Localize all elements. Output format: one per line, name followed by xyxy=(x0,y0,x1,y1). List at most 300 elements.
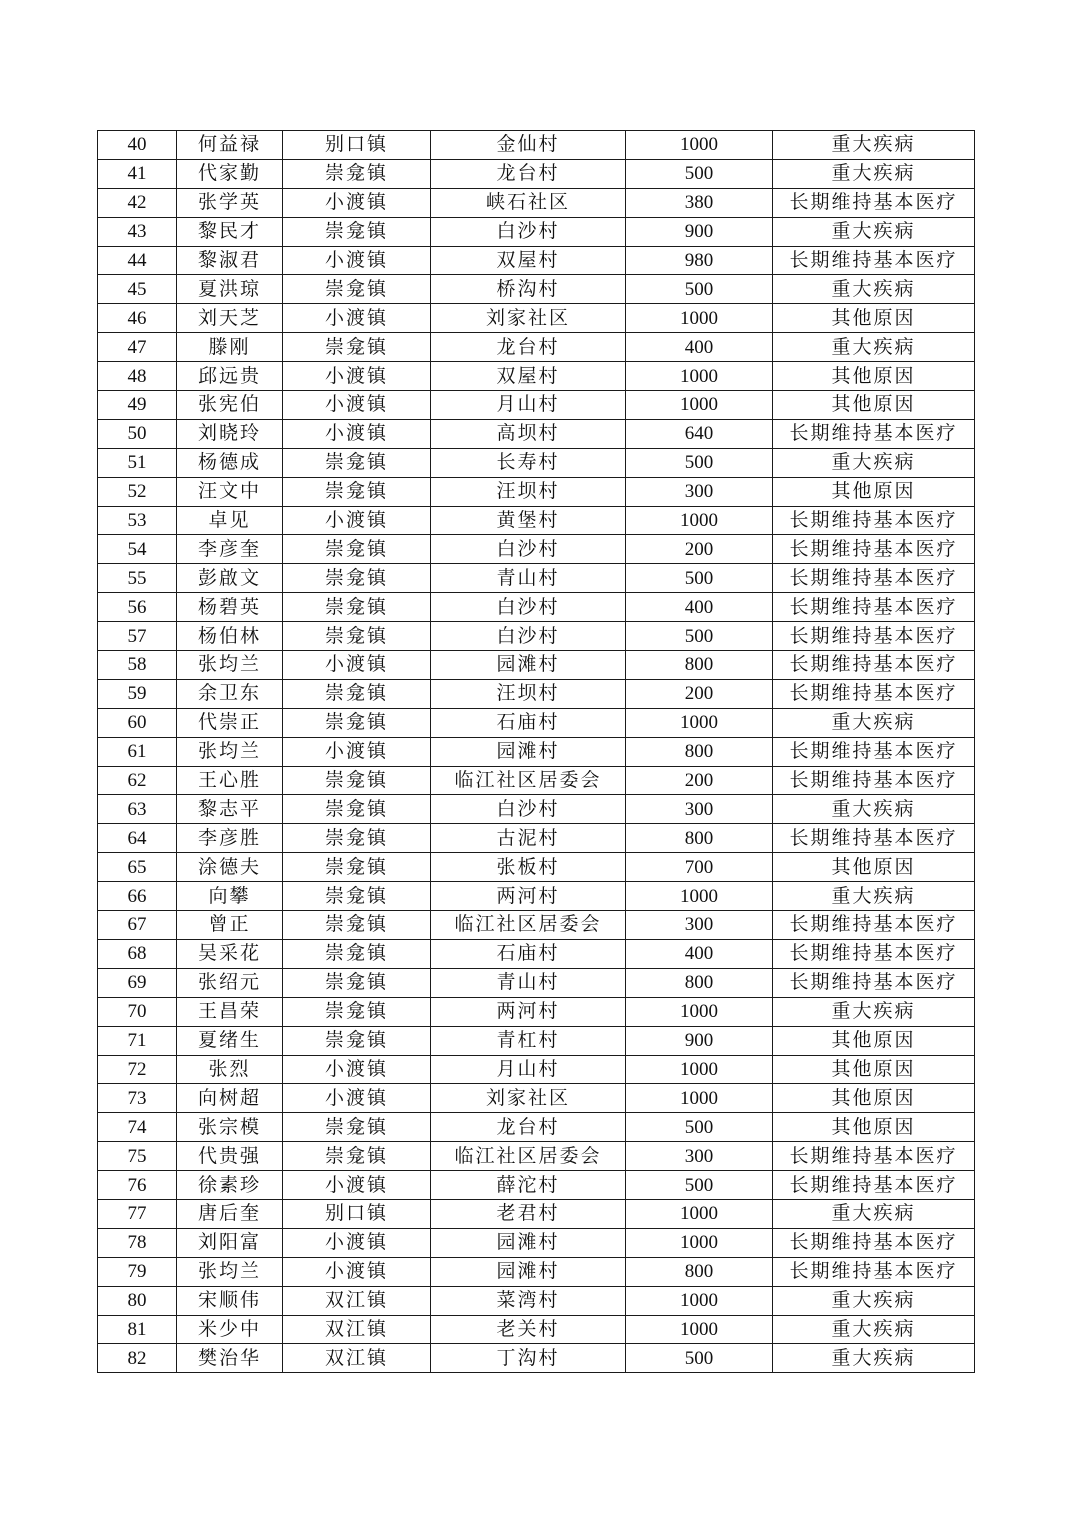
cell-person-name: 张宗模 xyxy=(177,1113,283,1142)
cell-reason: 其他原因 xyxy=(773,853,975,882)
cell-village: 园滩村 xyxy=(431,1257,626,1286)
cell-reason: 长期维持基本医疗 xyxy=(773,939,975,968)
cell-reason: 重大疾病 xyxy=(773,997,975,1026)
cell-reason: 长期维持基本医疗 xyxy=(773,824,975,853)
cell-row-number: 72 xyxy=(98,1055,177,1084)
cell-amount: 300 xyxy=(626,795,773,824)
cell-reason: 长期维持基本医疗 xyxy=(773,1257,975,1286)
cell-row-number: 54 xyxy=(98,535,177,564)
cell-reason: 其他原因 xyxy=(773,1113,975,1142)
cell-person-name: 何益禄 xyxy=(177,131,283,160)
cell-row-number: 81 xyxy=(98,1315,177,1344)
cell-reason: 长期维持基本医疗 xyxy=(773,679,975,708)
cell-village: 两河村 xyxy=(431,882,626,911)
cell-row-number: 58 xyxy=(98,651,177,680)
table-row xyxy=(98,1199,975,1228)
cell-person-name: 汪文中 xyxy=(177,477,283,506)
table-row xyxy=(98,1171,975,1200)
cell-township: 小渡镇 xyxy=(283,1084,431,1113)
cell-village: 临江社区居委会 xyxy=(431,911,626,940)
cell-village: 龙台村 xyxy=(431,159,626,188)
cell-village: 黄堡村 xyxy=(431,506,626,535)
cell-person-name: 李彦奎 xyxy=(177,535,283,564)
cell-township: 崇龛镇 xyxy=(283,853,431,882)
cell-village: 临江社区居委会 xyxy=(431,1142,626,1171)
cell-reason: 长期维持基本医疗 xyxy=(773,1228,975,1257)
cell-person-name: 杨碧英 xyxy=(177,593,283,622)
cell-township: 崇龛镇 xyxy=(283,824,431,853)
cell-amount: 900 xyxy=(626,1026,773,1055)
table-row xyxy=(98,651,975,680)
cell-township: 崇龛镇 xyxy=(283,1026,431,1055)
cell-person-name: 曾正 xyxy=(177,911,283,940)
cell-township: 崇龛镇 xyxy=(283,708,431,737)
cell-person-name: 夏洪琼 xyxy=(177,275,283,304)
table-row xyxy=(98,939,975,968)
cell-amount: 1000 xyxy=(626,1199,773,1228)
cell-person-name: 张学英 xyxy=(177,188,283,217)
cell-village: 白沙村 xyxy=(431,622,626,651)
table-row xyxy=(98,1344,975,1373)
cell-reason: 重大疾病 xyxy=(773,448,975,477)
cell-reason: 其他原因 xyxy=(773,362,975,391)
cell-row-number: 82 xyxy=(98,1344,177,1373)
cell-row-number: 45 xyxy=(98,275,177,304)
cell-village: 双屋村 xyxy=(431,246,626,275)
cell-row-number: 80 xyxy=(98,1286,177,1315)
cell-village: 青山村 xyxy=(431,968,626,997)
cell-reason: 长期维持基本医疗 xyxy=(773,419,975,448)
cell-reason: 重大疾病 xyxy=(773,1344,975,1373)
cell-village: 刘家社区 xyxy=(431,304,626,333)
cell-row-number: 67 xyxy=(98,911,177,940)
table-row xyxy=(98,333,975,362)
cell-township: 小渡镇 xyxy=(283,362,431,391)
cell-row-number: 47 xyxy=(98,333,177,362)
cell-township: 崇龛镇 xyxy=(283,679,431,708)
cell-reason: 长期维持基本医疗 xyxy=(773,968,975,997)
cell-village: 双屋村 xyxy=(431,362,626,391)
cell-village: 龙台村 xyxy=(431,333,626,362)
cell-reason: 重大疾病 xyxy=(773,1315,975,1344)
cell-row-number: 79 xyxy=(98,1257,177,1286)
cell-township: 崇龛镇 xyxy=(283,911,431,940)
cell-reason: 长期维持基本医疗 xyxy=(773,651,975,680)
cell-township: 小渡镇 xyxy=(283,1055,431,1084)
cell-amount: 400 xyxy=(626,333,773,362)
cell-township: 别口镇 xyxy=(283,131,431,160)
cell-person-name: 张宪伯 xyxy=(177,391,283,420)
cell-person-name: 卓见 xyxy=(177,506,283,535)
cell-amount: 500 xyxy=(626,1171,773,1200)
table-row xyxy=(98,968,975,997)
cell-reason: 重大疾病 xyxy=(773,159,975,188)
cell-person-name: 王昌荣 xyxy=(177,997,283,1026)
table-row xyxy=(98,737,975,766)
table-row xyxy=(98,622,975,651)
cell-village: 青杠村 xyxy=(431,1026,626,1055)
cell-township: 崇龛镇 xyxy=(283,159,431,188)
cell-township: 崇龛镇 xyxy=(283,275,431,304)
cell-amount: 500 xyxy=(626,564,773,593)
table-row xyxy=(98,448,975,477)
table-row xyxy=(98,795,975,824)
cell-row-number: 77 xyxy=(98,1199,177,1228)
cell-person-name: 杨德成 xyxy=(177,448,283,477)
table-row xyxy=(98,882,975,911)
cell-amount: 500 xyxy=(626,1344,773,1373)
cell-reason: 长期维持基本医疗 xyxy=(773,535,975,564)
cell-person-name: 樊治华 xyxy=(177,1344,283,1373)
cell-amount: 900 xyxy=(626,217,773,246)
cell-reason: 其他原因 xyxy=(773,304,975,333)
cell-township: 小渡镇 xyxy=(283,506,431,535)
cell-reason: 其他原因 xyxy=(773,391,975,420)
cell-amount: 1000 xyxy=(626,1315,773,1344)
cell-township: 小渡镇 xyxy=(283,188,431,217)
cell-reason: 长期维持基本医疗 xyxy=(773,622,975,651)
cell-township: 小渡镇 xyxy=(283,246,431,275)
cell-township: 崇龛镇 xyxy=(283,333,431,362)
cell-row-number: 50 xyxy=(98,419,177,448)
cell-village: 石庙村 xyxy=(431,708,626,737)
cell-village: 汪坝村 xyxy=(431,679,626,708)
cell-row-number: 57 xyxy=(98,622,177,651)
cell-row-number: 73 xyxy=(98,1084,177,1113)
cell-village: 桥沟村 xyxy=(431,275,626,304)
cell-amount: 1000 xyxy=(626,997,773,1026)
cell-person-name: 刘阳富 xyxy=(177,1228,283,1257)
cell-village: 白沙村 xyxy=(431,795,626,824)
cell-amount: 800 xyxy=(626,1257,773,1286)
relief-table xyxy=(97,130,975,1373)
table-row xyxy=(98,679,975,708)
cell-township: 双江镇 xyxy=(283,1315,431,1344)
table-row xyxy=(98,159,975,188)
cell-reason: 重大疾病 xyxy=(773,333,975,362)
cell-person-name: 宋顺伟 xyxy=(177,1286,283,1315)
table-row xyxy=(98,188,975,217)
cell-village: 汪坝村 xyxy=(431,477,626,506)
cell-person-name: 滕刚 xyxy=(177,333,283,362)
cell-person-name: 张均兰 xyxy=(177,651,283,680)
cell-person-name: 彭啟文 xyxy=(177,564,283,593)
table-row xyxy=(98,1055,975,1084)
table-row xyxy=(98,362,975,391)
cell-village: 园滩村 xyxy=(431,737,626,766)
cell-township: 崇龛镇 xyxy=(283,564,431,593)
cell-reason: 重大疾病 xyxy=(773,1199,975,1228)
cell-village: 长寿村 xyxy=(431,448,626,477)
cell-row-number: 55 xyxy=(98,564,177,593)
cell-village: 白沙村 xyxy=(431,217,626,246)
cell-person-name: 黎淑君 xyxy=(177,246,283,275)
cell-person-name: 米少中 xyxy=(177,1315,283,1344)
cell-township: 崇龛镇 xyxy=(283,997,431,1026)
cell-row-number: 43 xyxy=(98,217,177,246)
cell-village: 刘家社区 xyxy=(431,1084,626,1113)
cell-reason: 重大疾病 xyxy=(773,217,975,246)
cell-township: 小渡镇 xyxy=(283,391,431,420)
table-row xyxy=(98,824,975,853)
cell-row-number: 56 xyxy=(98,593,177,622)
cell-amount: 500 xyxy=(626,159,773,188)
cell-reason: 重大疾病 xyxy=(773,882,975,911)
cell-person-name: 李彦胜 xyxy=(177,824,283,853)
cell-person-name: 张均兰 xyxy=(177,737,283,766)
cell-village: 菜湾村 xyxy=(431,1286,626,1315)
cell-amount: 200 xyxy=(626,679,773,708)
cell-village: 高坝村 xyxy=(431,419,626,448)
cell-amount: 1000 xyxy=(626,708,773,737)
cell-township: 崇龛镇 xyxy=(283,622,431,651)
cell-village: 丁沟村 xyxy=(431,1344,626,1373)
cell-row-number: 60 xyxy=(98,708,177,737)
cell-village: 月山村 xyxy=(431,391,626,420)
cell-person-name: 向攀 xyxy=(177,882,283,911)
cell-amount: 500 xyxy=(626,275,773,304)
cell-person-name: 唐后奎 xyxy=(177,1199,283,1228)
cell-township: 崇龛镇 xyxy=(283,968,431,997)
cell-row-number: 70 xyxy=(98,997,177,1026)
cell-amount: 1000 xyxy=(626,1286,773,1315)
cell-village: 老关村 xyxy=(431,1315,626,1344)
cell-village: 月山村 xyxy=(431,1055,626,1084)
cell-reason: 长期维持基本医疗 xyxy=(773,506,975,535)
cell-reason: 长期维持基本医疗 xyxy=(773,246,975,275)
cell-amount: 1000 xyxy=(626,1228,773,1257)
cell-reason: 其他原因 xyxy=(773,1055,975,1084)
cell-row-number: 51 xyxy=(98,448,177,477)
cell-amount: 700 xyxy=(626,853,773,882)
cell-amount: 800 xyxy=(626,737,773,766)
cell-reason: 长期维持基本医疗 xyxy=(773,564,975,593)
cell-township: 别口镇 xyxy=(283,1199,431,1228)
cell-village: 园滩村 xyxy=(431,651,626,680)
cell-row-number: 48 xyxy=(98,362,177,391)
cell-person-name: 黎志平 xyxy=(177,795,283,824)
cell-reason: 其他原因 xyxy=(773,1084,975,1113)
cell-row-number: 69 xyxy=(98,968,177,997)
cell-reason: 其他原因 xyxy=(773,1026,975,1055)
cell-person-name: 黎民才 xyxy=(177,217,283,246)
cell-amount: 640 xyxy=(626,419,773,448)
cell-township: 崇龛镇 xyxy=(283,939,431,968)
cell-amount: 500 xyxy=(626,622,773,651)
cell-township: 崇龛镇 xyxy=(283,593,431,622)
cell-person-name: 余卫东 xyxy=(177,679,283,708)
cell-row-number: 44 xyxy=(98,246,177,275)
cell-person-name: 吴采花 xyxy=(177,939,283,968)
cell-village: 薛沱村 xyxy=(431,1171,626,1200)
cell-amount: 1000 xyxy=(626,131,773,160)
cell-reason: 重大疾病 xyxy=(773,275,975,304)
cell-row-number: 41 xyxy=(98,159,177,188)
cell-village: 园滩村 xyxy=(431,1228,626,1257)
table-row xyxy=(98,1084,975,1113)
cell-township: 崇龛镇 xyxy=(283,217,431,246)
cell-village: 石庙村 xyxy=(431,939,626,968)
cell-row-number: 42 xyxy=(98,188,177,217)
cell-amount: 800 xyxy=(626,651,773,680)
cell-village: 白沙村 xyxy=(431,535,626,564)
cell-amount: 500 xyxy=(626,1113,773,1142)
cell-row-number: 64 xyxy=(98,824,177,853)
cell-reason: 长期维持基本医疗 xyxy=(773,593,975,622)
cell-reason: 长期维持基本医疗 xyxy=(773,766,975,795)
cell-village: 老君村 xyxy=(431,1199,626,1228)
cell-row-number: 53 xyxy=(98,506,177,535)
cell-amount: 400 xyxy=(626,593,773,622)
table-row xyxy=(98,1026,975,1055)
cell-reason: 长期维持基本医疗 xyxy=(773,188,975,217)
cell-village: 龙台村 xyxy=(431,1113,626,1142)
cell-person-name: 向树超 xyxy=(177,1084,283,1113)
table-row xyxy=(98,593,975,622)
cell-amount: 1000 xyxy=(626,304,773,333)
cell-township: 崇龛镇 xyxy=(283,477,431,506)
cell-row-number: 71 xyxy=(98,1026,177,1055)
cell-person-name: 代贵强 xyxy=(177,1142,283,1171)
cell-person-name: 刘天芝 xyxy=(177,304,283,333)
cell-amount: 200 xyxy=(626,766,773,795)
cell-person-name: 杨伯林 xyxy=(177,622,283,651)
cell-village: 白沙村 xyxy=(431,593,626,622)
cell-row-number: 66 xyxy=(98,882,177,911)
cell-village: 青山村 xyxy=(431,564,626,593)
cell-village: 临江社区居委会 xyxy=(431,766,626,795)
cell-amount: 380 xyxy=(626,188,773,217)
cell-township: 双江镇 xyxy=(283,1286,431,1315)
cell-township: 小渡镇 xyxy=(283,1171,431,1200)
cell-person-name: 刘晓玲 xyxy=(177,419,283,448)
cell-amount: 300 xyxy=(626,477,773,506)
cell-row-number: 52 xyxy=(98,477,177,506)
cell-township: 小渡镇 xyxy=(283,419,431,448)
cell-township: 小渡镇 xyxy=(283,1257,431,1286)
cell-township: 小渡镇 xyxy=(283,737,431,766)
cell-amount: 1000 xyxy=(626,1055,773,1084)
cell-township: 崇龛镇 xyxy=(283,1142,431,1171)
table-row xyxy=(98,564,975,593)
table-row xyxy=(98,419,975,448)
cell-amount: 400 xyxy=(626,939,773,968)
table-row xyxy=(98,1228,975,1257)
table-row xyxy=(98,506,975,535)
cell-person-name: 张烈 xyxy=(177,1055,283,1084)
cell-reason: 重大疾病 xyxy=(773,795,975,824)
table-row xyxy=(98,1315,975,1344)
cell-row-number: 63 xyxy=(98,795,177,824)
cell-township: 崇龛镇 xyxy=(283,882,431,911)
cell-row-number: 49 xyxy=(98,391,177,420)
cell-township: 小渡镇 xyxy=(283,304,431,333)
cell-village: 金仙村 xyxy=(431,131,626,160)
cell-township: 崇龛镇 xyxy=(283,766,431,795)
cell-village: 古泥村 xyxy=(431,824,626,853)
table-row xyxy=(98,1113,975,1142)
table-row xyxy=(98,217,975,246)
cell-township: 崇龛镇 xyxy=(283,535,431,564)
cell-township: 崇龛镇 xyxy=(283,795,431,824)
cell-village: 峡石社区 xyxy=(431,188,626,217)
cell-reason: 长期维持基本医疗 xyxy=(773,1142,975,1171)
cell-row-number: 76 xyxy=(98,1171,177,1200)
cell-row-number: 75 xyxy=(98,1142,177,1171)
cell-amount: 200 xyxy=(626,535,773,564)
cell-row-number: 61 xyxy=(98,737,177,766)
cell-amount: 1000 xyxy=(626,391,773,420)
cell-row-number: 74 xyxy=(98,1113,177,1142)
cell-village: 张板村 xyxy=(431,853,626,882)
cell-person-name: 张均兰 xyxy=(177,1257,283,1286)
table-row xyxy=(98,246,975,275)
table-row xyxy=(98,477,975,506)
cell-amount: 980 xyxy=(626,246,773,275)
cell-person-name: 张绍元 xyxy=(177,968,283,997)
cell-person-name: 涂德夫 xyxy=(177,853,283,882)
cell-reason: 长期维持基本医疗 xyxy=(773,737,975,766)
cell-amount: 300 xyxy=(626,911,773,940)
cell-amount: 300 xyxy=(626,1142,773,1171)
cell-township: 双江镇 xyxy=(283,1344,431,1373)
table-row xyxy=(98,708,975,737)
table-row xyxy=(98,766,975,795)
cell-township: 小渡镇 xyxy=(283,651,431,680)
cell-person-name: 王心胜 xyxy=(177,766,283,795)
cell-amount: 1000 xyxy=(626,506,773,535)
table-row xyxy=(98,1257,975,1286)
table-row xyxy=(98,304,975,333)
cell-row-number: 59 xyxy=(98,679,177,708)
cell-person-name: 徐素珍 xyxy=(177,1171,283,1200)
table-row xyxy=(98,535,975,564)
cell-amount: 800 xyxy=(626,968,773,997)
cell-amount: 800 xyxy=(626,824,773,853)
cell-village: 两河村 xyxy=(431,997,626,1026)
cell-row-number: 40 xyxy=(98,131,177,160)
table-row xyxy=(98,1142,975,1171)
table-row xyxy=(98,275,975,304)
table-row xyxy=(98,853,975,882)
cell-amount: 500 xyxy=(626,448,773,477)
cell-row-number: 65 xyxy=(98,853,177,882)
cell-person-name: 夏绪生 xyxy=(177,1026,283,1055)
table-row xyxy=(98,391,975,420)
cell-reason: 长期维持基本医疗 xyxy=(773,911,975,940)
table-row xyxy=(98,1286,975,1315)
cell-reason: 重大疾病 xyxy=(773,1286,975,1315)
cell-reason: 其他原因 xyxy=(773,477,975,506)
cell-person-name: 邱远贵 xyxy=(177,362,283,391)
cell-person-name: 代家勤 xyxy=(177,159,283,188)
cell-township: 崇龛镇 xyxy=(283,448,431,477)
cell-township: 崇龛镇 xyxy=(283,1113,431,1142)
cell-amount: 1000 xyxy=(626,1084,773,1113)
cell-row-number: 46 xyxy=(98,304,177,333)
cell-reason: 重大疾病 xyxy=(773,708,975,737)
cell-row-number: 62 xyxy=(98,766,177,795)
table-row xyxy=(98,911,975,940)
cell-reason: 重大疾病 xyxy=(773,131,975,160)
cell-row-number: 68 xyxy=(98,939,177,968)
cell-reason: 长期维持基本医疗 xyxy=(773,1171,975,1200)
cell-row-number: 78 xyxy=(98,1228,177,1257)
table-row xyxy=(98,997,975,1026)
cell-person-name: 代崇正 xyxy=(177,708,283,737)
table-row xyxy=(98,131,975,160)
cell-amount: 1000 xyxy=(626,882,773,911)
